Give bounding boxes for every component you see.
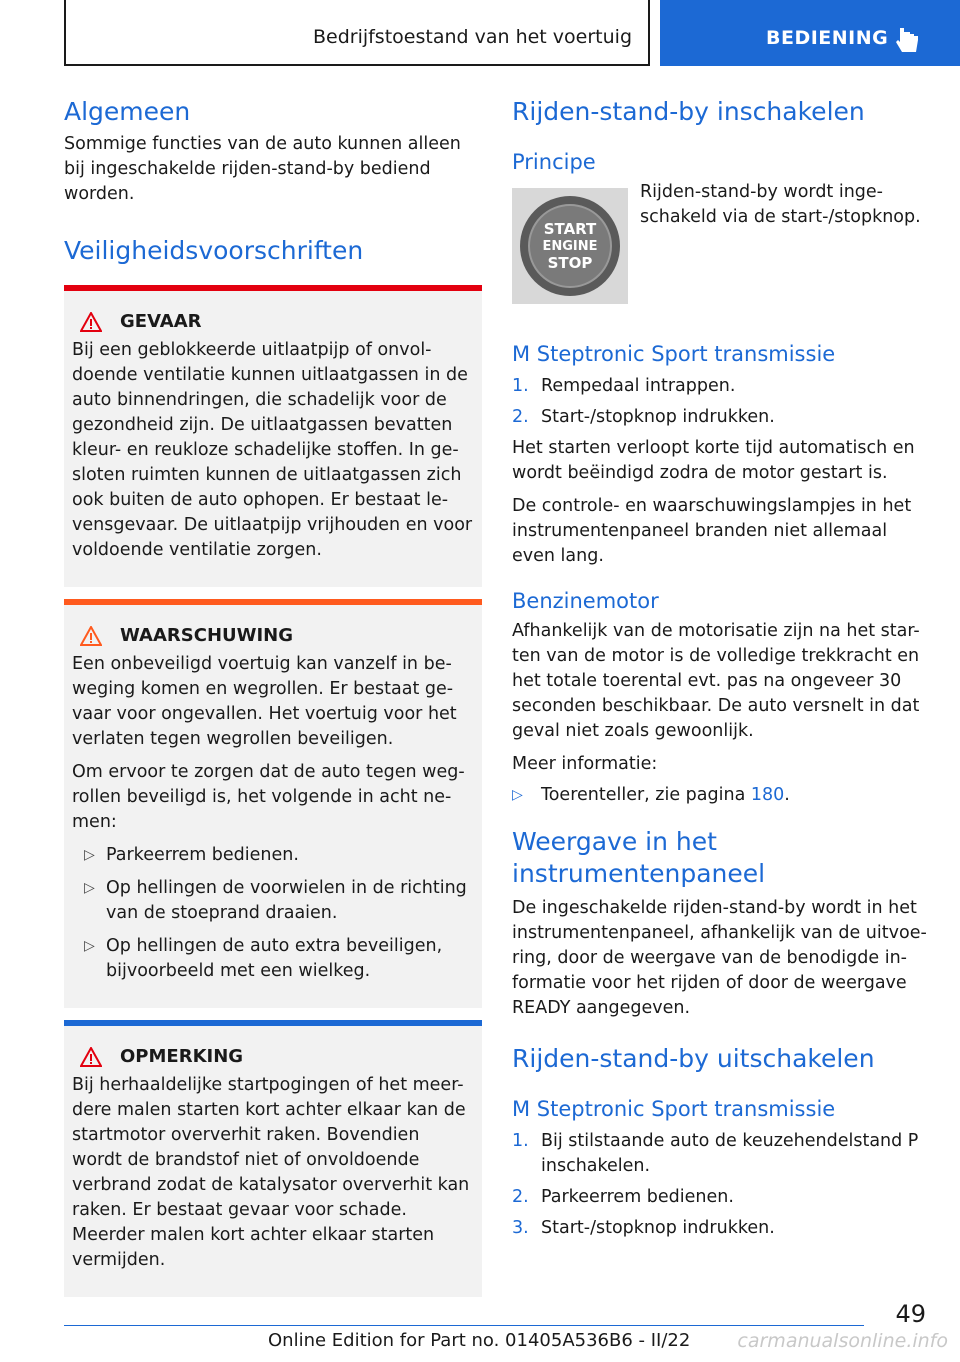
step-text: Bij stilstaande auto de keuzehendelstand P inschakelen. [541,1131,919,1176]
note-title: OPMERKING [120,1046,244,1067]
step-number: 1. [512,376,529,396]
note-box [64,1020,482,1297]
heading-benzine: Benzinemotor [512,589,659,613]
steptronic-text-2: De controle- en waarschuwingslampjes in het instrumentenpaneel branden niet allemaal even lang. [512,496,912,566]
warning-box [64,599,482,1008]
danger-box [64,285,482,587]
bullet-triangle-icon: ▷ [84,847,95,863]
list-item [512,1216,932,1241]
warning-text-1: Een onbeveiligd voertuig kan vanzelf in be-weging komen en wegrollen. Er bestaat ge-vaar voor ongevallen. Het voertuig voor het verlaten tegen wegrollen beveiligen. [72,654,457,749]
principe-text: Rijden-stand-by wordt inge-schakeld via de start-/stopknop. [640,182,921,227]
list-item [512,374,932,399]
warning-triangle-icon [80,626,102,646]
heading-steptronic-2: M Steptronic Sport transmissie [512,1097,836,1121]
pointing-hand-icon [896,26,920,54]
chapter-label: BEDIENING [766,27,889,49]
heading-veiligheid: Veiligheidsvoorschriften [64,236,364,265]
step-number: 3. [512,1218,529,1238]
list-item [72,843,474,868]
step-text: Start-/stopknop indrukken. [541,407,775,427]
note-text: Bij herhaaldelijke startpogingen of het meer-dere malen starten kort achter elkaar kan de startmotor oververhit raken. Bovendien wordt de brandstof niet of onvoldoende verbrand zodat de katalysator oververhit kan raken. Er bestaat gevaar voor schade. Meerder malen kort achter elkaar starten vermijden. [72,1075,470,1270]
section-title: Bedrijfstoestand van het voertuig [312,26,632,48]
step-text: Start-/stopknop indrukken. [541,1218,775,1238]
left-column [64,96,482,1297]
warning-title-row [72,625,474,646]
step-number: 1. [512,1131,529,1151]
warning-title: WAARSCHUWING [120,625,294,646]
note-title-row [72,1046,474,1067]
heading-weergave: Weergave in het instrumentenpaneel [512,827,766,888]
list-item [72,876,474,926]
danger-title: GEVAAR [120,311,202,332]
step-text: Rempedaal intrappen. [541,376,736,396]
list-item [512,1185,932,1210]
weergave-text: De ingeschakelde rijden-stand-by wordt in het instrumentenpaneel, afhankelijk van de uitvoe-ring, door de weergave van de benodigde in-formatie voor het rijden of door de weergave READY aangegeven. [512,898,927,1018]
bullet-triangle-icon: ▷ [512,787,523,803]
warning-triangle-icon [80,312,102,332]
start-stop-button-image [512,188,628,304]
benzine-text: Afhankelijk van de motorisatie zijn na het star-ten van de motor is de volledige trekkracht en het totale toerental evt. pas na ongeveer 30 seconden beschikbaar. De auto versnelt in dat geval niet zoals gewoonlijk. [512,621,920,741]
bullet-triangle-icon: ▷ [84,880,95,896]
list-item [512,783,932,808]
heading-uitschakelen: Rijden-stand-by uitschakelen [512,1044,875,1073]
reference-text [541,783,790,808]
bullet-text: Op hellingen de auto extra beveiligen, bijvoorbeeld met een wielkeg. [106,936,443,981]
step-number: 2. [512,407,529,427]
list-item [512,405,932,430]
page-link[interactable]: 180 [750,785,785,805]
list-item [72,934,474,984]
step-number: 2. [512,1187,529,1207]
reference-label: Toerenteller, zie pagina [541,785,751,805]
danger-text: Bij een geblokkeerde uitlaatpijp of onvol-doende ventilatie kunnen uitlaatgassen in de auto binnendringen, die schadelijk voor de gezondheid zijn. De uitlaatgassen bevatten kleur- en reukloze schadelijke stoffen. In ge-sloten ruimten kunnen de uitlaatgassen zich ook buiten de auto ophopen. Er bestaat le-vensgevaar. De uitlaatpijp vrijhouden en voor voldoende ventilatie zorgen. [72,340,473,560]
warning-text-2: Om ervoor te zorgen dat de auto tegen weg-rollen beveiligd is, het volgende in acht ne-men: [72,762,465,832]
page-number: 49 [895,1300,926,1328]
warning-triangle-icon [80,1047,102,1067]
list-item [512,1129,932,1179]
button-label-start: START [543,219,597,238]
bullet-text: Op hellingen de voorwielen in de richting van de stoeprand draaien. [106,878,467,923]
button-label-engine: ENGINE [542,238,598,254]
footer-divider [64,1325,864,1326]
algemeen-text: Sommige functies van de auto kunnen alleen bij ingeschakelde rijden-stand-by bediend worden. [64,134,461,204]
danger-title-row [72,311,474,332]
chapter-tab[interactable] [660,0,960,66]
button-label-stop: STOP [547,253,593,272]
bullet-text: Parkeerrem bedienen. [106,845,299,865]
header-section [64,0,650,66]
heading-inschakelen: Rijden-stand-by inschakelen [512,97,865,126]
meer-info: Meer informatie: [512,754,658,774]
watermark: carmanualsonline.info [737,1330,948,1352]
steptronic-text-1: Het starten verloopt korte tijd automatisch en wordt beëindigd zodra de motor gestart is. [512,438,915,483]
bullet-triangle-icon: ▷ [84,938,95,954]
right-column [512,96,932,1247]
edition-text: Online Edition for Part no. 01405A536B6 - II/22 [268,1330,691,1351]
heading-principe: Principe [512,150,596,174]
step-text: Parkeerrem bedienen. [541,1187,734,1207]
heading-steptronic: M Steptronic Sport transmissie [512,342,836,366]
heading-algemeen: Algemeen [64,97,191,126]
principe-block [512,176,932,326]
reference-dot: . [784,785,790,805]
